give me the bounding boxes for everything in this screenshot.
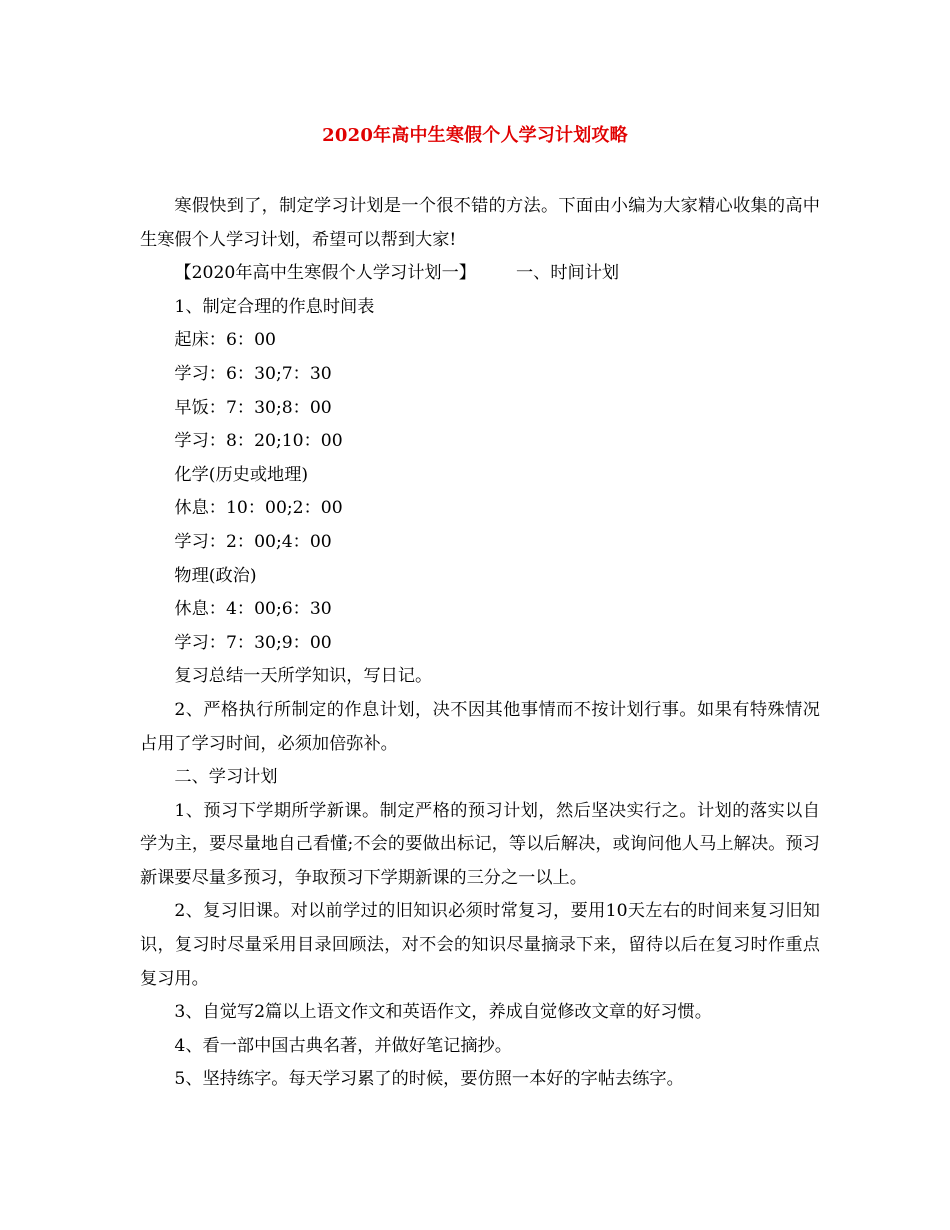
schedule-line: 学习：7：30;9：00 [174,632,332,653]
schedule-line: 休息：10：00;2：00 [174,498,343,519]
schedule-line: 学习：2：00;4：00 [174,531,332,552]
schedule-line: 早饭：7：30;8：00 [174,397,332,418]
document-title: 2020年高中生寒假个人学习计划攻略 [322,125,628,146]
paragraph-reading: 4、看一部中国古典名著，并做好笔记摘抄。 [174,1035,512,1056]
schedule-line: 学习：8：20;10：00 [174,431,343,452]
schedule-line: 起床：6：00 [174,330,276,351]
paragraph-section-header [140,257,820,291]
paragraph-study-plan-heading: 二、学习计划 [174,767,278,788]
plan-one-heading: 【2020年高中生寒假个人学习计划一】 [174,263,476,284]
schedule-line: 物理(政治) [174,565,257,586]
paragraph-calligraphy: 5、坚持练字。每天学习累了的时候，要仿照一本好的字帖去练字。 [174,1069,684,1090]
paragraph-intro: 寒假快到了，制定学习计划是一个很不错的方法。下面由小编为大家精心收集的高中生寒假个人学习计划，希望可以帮到大家! [140,196,820,250]
paragraph-schedule-heading: 1、制定合理的作息时间表 [174,296,375,317]
paragraph-discipline: 2、严格执行所制定的作息计划，决不因其他事情而不按计划行事。如果有特殊情况占用了学习时间，必须加倍弥补。 [140,699,820,754]
time-plan-heading: 一、时间计划 [515,263,620,284]
document-body [140,190,820,1097]
schedule-line: 复习总结一天所学知识，写日记。 [174,666,433,687]
paragraph-writing: 3、自觉写2篇以上语文作文和英语作文，养成自觉修改文章的好习惯。 [174,1002,712,1023]
schedule-line: 学习：6：30;7：30 [174,363,332,384]
paragraph-review: 2、复习旧课。对以前学过的旧知识必须时常复习，要用10天左右的时间来复习旧知识，复习时尽量采用目录回顾法，对不会的知识尽量摘录下来，留待以后在复习时作重点复习用。 [140,901,820,989]
schedule-line: 化学(历史或地理) [174,464,309,485]
paragraph-preview: 1、预习下学期所学新课。制定严格的预习计划，然后坚决实行之。计划的落实以自学为主，要尽量地自己看懂;不会的要做出标记，等以后解决，或询问他人马上解决。预习新课要尽量多预习，争取预习下学期新课的三分之一以上。 [140,800,820,888]
schedule-line: 休息：4：00;6：30 [174,599,332,620]
